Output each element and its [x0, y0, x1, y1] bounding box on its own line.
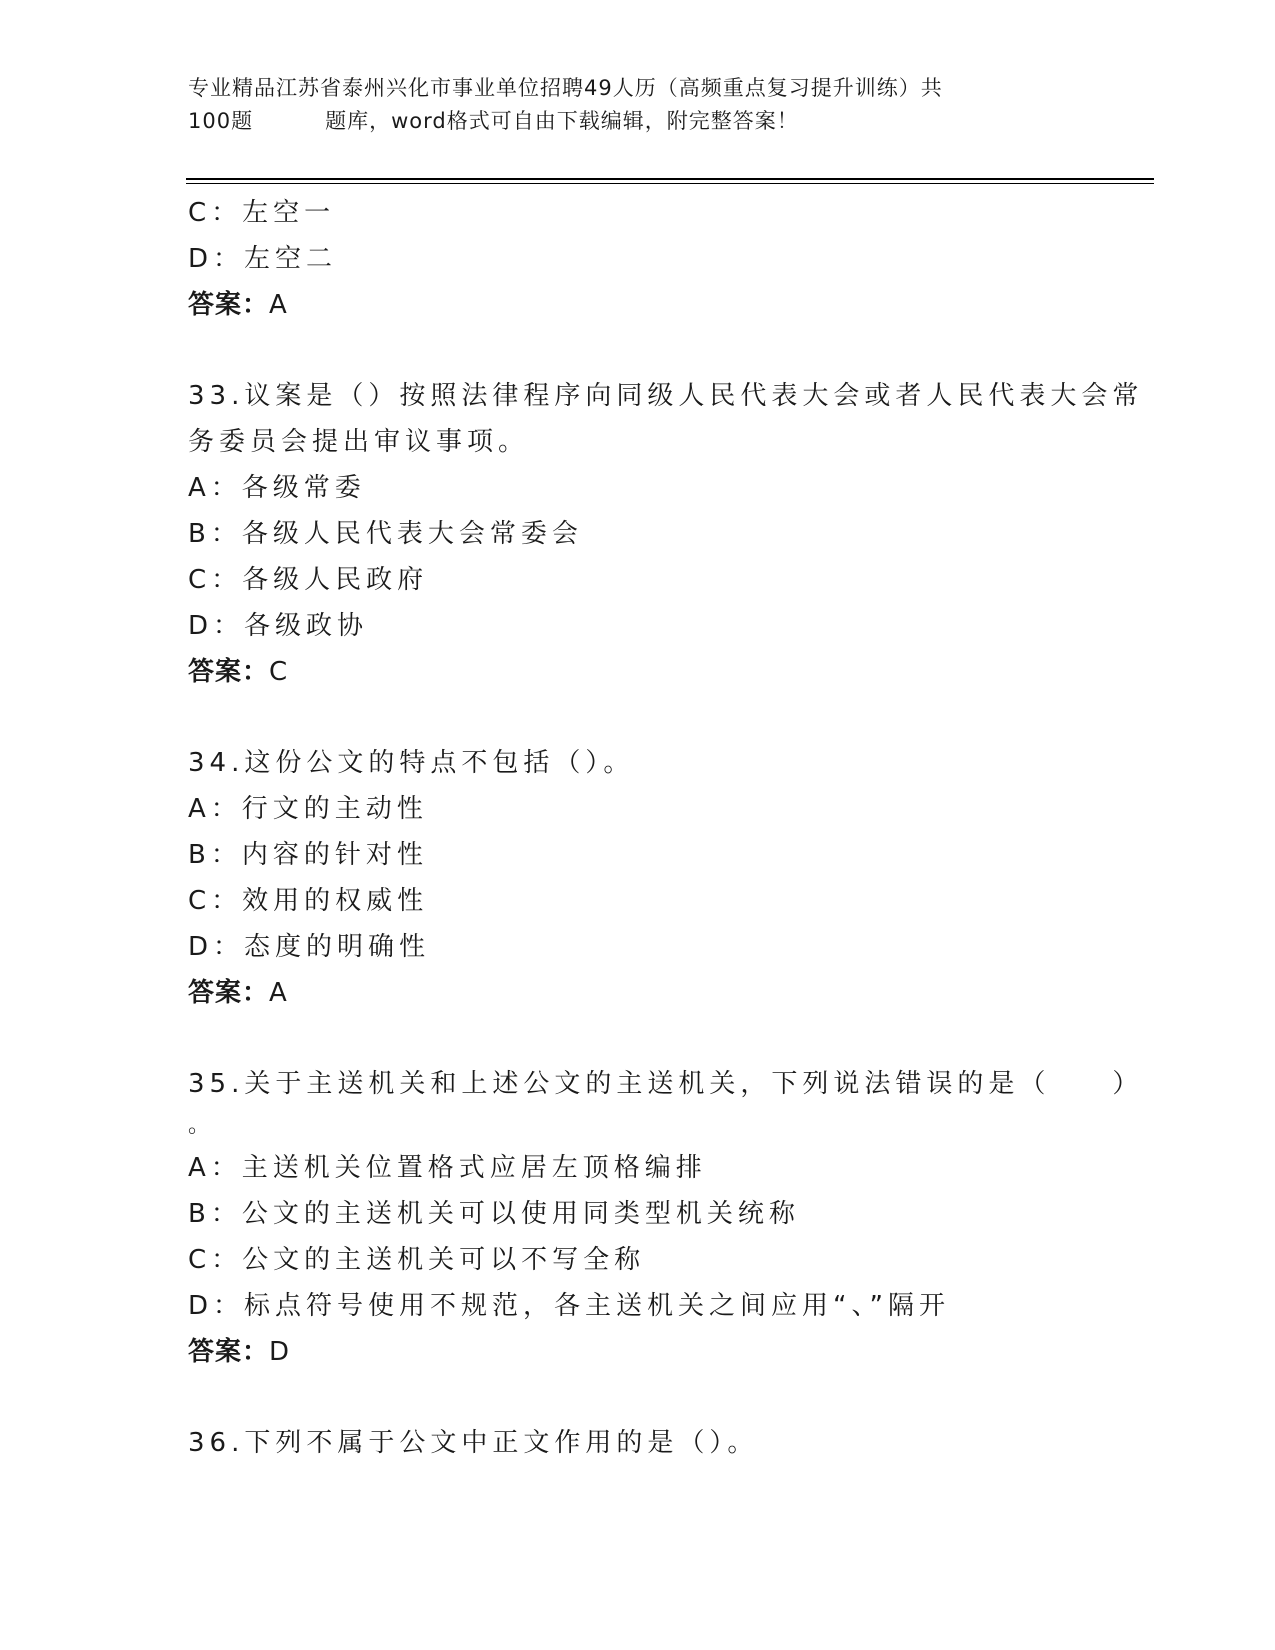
- document-header: [188, 72, 1068, 138]
- answer-label: 答案：: [188, 657, 270, 687]
- option-c: C：左空一: [188, 198, 336, 228]
- option-d: D：左空二: [188, 244, 338, 274]
- option-a: A：行文的主动性: [188, 794, 428, 824]
- option-a: A：各级常委: [188, 473, 366, 503]
- question-35: [188, 1061, 1144, 1375]
- option-b: B：内容的针对性: [188, 840, 428, 870]
- answer-label: 答案：: [188, 1337, 270, 1367]
- option-d: D：各级政协: [188, 611, 369, 641]
- question-34: [188, 740, 1088, 1016]
- answer-line: [188, 970, 1088, 1016]
- question-stem: 33.议案是（）按照法律程序向同级人民代表大会或者人民代表大会常: [188, 381, 1144, 411]
- question-36: [188, 1420, 1088, 1466]
- answer-line: [188, 1329, 1088, 1375]
- answer-line: [188, 282, 1088, 328]
- question-stem-cont: 务委员会提出审议事项。: [188, 427, 530, 457]
- question-stem: 34.这份公文的特点不包括（）。: [188, 748, 635, 778]
- question-32-tail: [188, 190, 1088, 328]
- header-rule-thick: [186, 178, 1154, 180]
- answer-label: 答案：: [188, 978, 270, 1008]
- question-stem-cont: 。: [188, 1113, 211, 1138]
- answer-line: [188, 649, 1088, 695]
- document-body: [188, 190, 1144, 1466]
- option-c: C：公文的主送机关可以不写全称: [188, 1245, 646, 1275]
- answer-value: A: [269, 978, 288, 1008]
- option-a: A：主送机关位置格式应居左顶格编排: [188, 1153, 707, 1183]
- answer-value: C: [269, 657, 289, 687]
- answer-label: 答案：: [188, 290, 270, 320]
- answer-value: A: [269, 290, 288, 320]
- answer-value: D: [269, 1337, 291, 1367]
- option-c: C：各级人民政府: [188, 565, 429, 595]
- option-d: D：标点符号使用不规范，各主送机关之间应用“、”隔开: [188, 1291, 950, 1321]
- header-line-2-text: 题库，word格式可自由下载编辑，附完整答案！: [325, 109, 799, 133]
- option-c: C：效用的权威性: [188, 886, 429, 916]
- header-line-2: [188, 105, 1068, 138]
- question-stem: 36.下列不属于公文中正文作用的是（）。: [188, 1428, 759, 1458]
- option-b: B：公文的主送机关可以使用同类型机关统称: [188, 1199, 800, 1229]
- question-33: [188, 373, 1144, 695]
- option-d: D：态度的明确性: [188, 932, 431, 962]
- header-line-2-count: 100题: [188, 109, 254, 133]
- header-line-1: 专业精品江苏省泰州兴化市事业单位招聘49人历（高频重点复习提升训练）共: [188, 76, 943, 100]
- option-b: B：各级人民代表大会常委会: [188, 519, 583, 549]
- question-stem: 35.关于主送机关和上述公文的主送机关，下列说法错误的是（ ）: [188, 1069, 1144, 1099]
- header-rule-thin: [186, 183, 1154, 184]
